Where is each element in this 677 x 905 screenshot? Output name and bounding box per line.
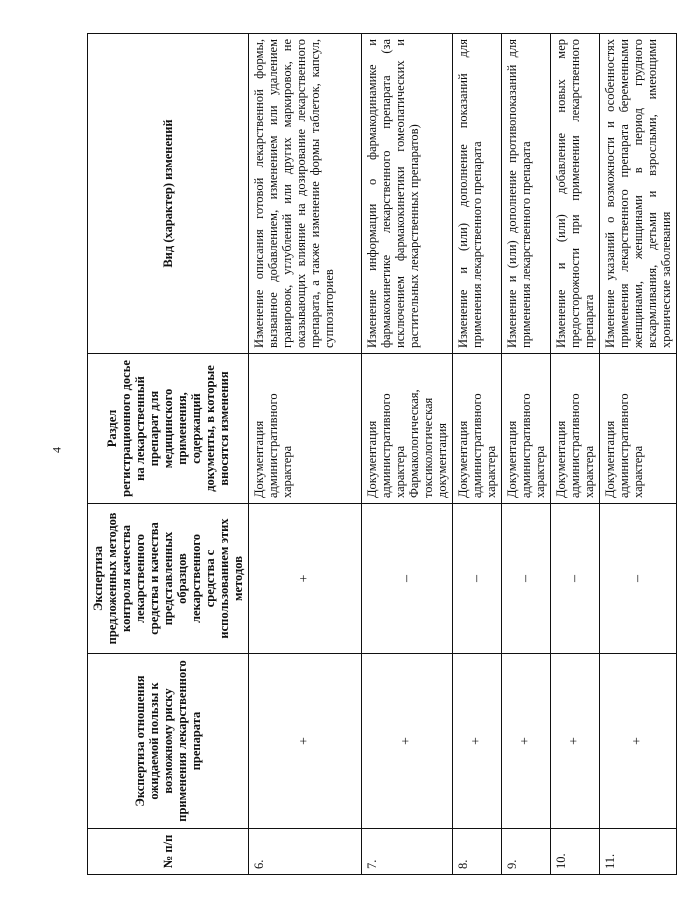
- dossier-section: Документация административного характера Фармакологическая, токсикологическая документация: [362, 354, 453, 504]
- table-row: [453, 34, 502, 875]
- table-row: [600, 34, 677, 875]
- header-quality-control: Экспертиза предложенных методов контроля качества лекарственного средства и качества представленных образцов лекарственного средства с использованием этих методов: [88, 504, 249, 654]
- table-row: [362, 34, 453, 875]
- dossier-section: Документация административного характера: [453, 354, 502, 504]
- quality-control-mark: –: [453, 504, 502, 654]
- dossier-section: Документация административного характера: [502, 354, 551, 504]
- table-row: [249, 34, 362, 875]
- benefit-risk-mark: +: [551, 654, 600, 829]
- header-number: № п/п: [88, 829, 249, 875]
- benefit-risk-mark: +: [453, 654, 502, 829]
- table-header-row: [88, 34, 249, 875]
- benefit-risk-mark: +: [600, 654, 677, 829]
- header-change-type: Вид (характер) изменений: [88, 34, 249, 354]
- dossier-section: Документация административного характера: [249, 354, 362, 504]
- quality-control-mark: –: [600, 504, 677, 654]
- quality-control-mark: –: [502, 504, 551, 654]
- header-dossier-section: Раздел регистрационного досье на лекарственный препарат для медицинского применения, содержащий документы, в которые вносятся изменения: [88, 354, 249, 504]
- change-description: Изменение и (или) добавление новых мер предосторожности при применении лекарственного препарата: [551, 34, 600, 354]
- benefit-risk-mark: +: [362, 654, 453, 829]
- change-description: Изменение описания готовой лекарственной формы, вызванное добавлением, изменением или удалением гравировок, углублений или других маркировок, не оказывающих влияние на дозирование лекарственного препарата, а также изменение формы таблеток, капсул, суппозиториев: [249, 34, 362, 354]
- header-benefit-risk: Экспертиза отношения ожидаемой пользы к возможному риску применения лекарственного препарата: [88, 654, 249, 829]
- page-number: 4: [49, 447, 64, 453]
- row-number: 10.: [551, 829, 600, 875]
- rotated-table-wrapper: [87, 34, 673, 875]
- dossier-section: Документация административного характера: [600, 354, 677, 504]
- quality-control-mark: –: [551, 504, 600, 654]
- dossier-section: Документация административного характера: [551, 354, 600, 504]
- table-row: [502, 34, 551, 875]
- quality-control-mark: –: [362, 504, 453, 654]
- quality-control-mark: +: [249, 504, 362, 654]
- change-description: Изменение информации о фармакодинамике и фармакокинетике лекарственного препарата (за исключением фармакокинетики гомеопатических и растительных лекарственных препаратов): [362, 34, 453, 354]
- row-number: 7.: [362, 829, 453, 875]
- change-description: Изменение и (или) дополнение противопоказаний для применения лекарственного препарата: [502, 34, 551, 354]
- row-number: 6.: [249, 829, 362, 875]
- row-number: 8.: [453, 829, 502, 875]
- row-number: 9.: [502, 829, 551, 875]
- row-number: 11.: [600, 829, 677, 875]
- change-description: Изменение и (или) дополнение показаний для применения лекарственного препарата: [453, 34, 502, 354]
- change-description: Изменение указаний о возможности и особенностях применения лекарственного препарата беременными женщинами, женщинами в период грудного вскармливания, детьми и взрослыми, имеющими хронические заболевания: [600, 34, 677, 354]
- table-row: [551, 34, 600, 875]
- benefit-risk-mark: +: [249, 654, 362, 829]
- changes-table: [87, 33, 677, 875]
- benefit-risk-mark: +: [502, 654, 551, 829]
